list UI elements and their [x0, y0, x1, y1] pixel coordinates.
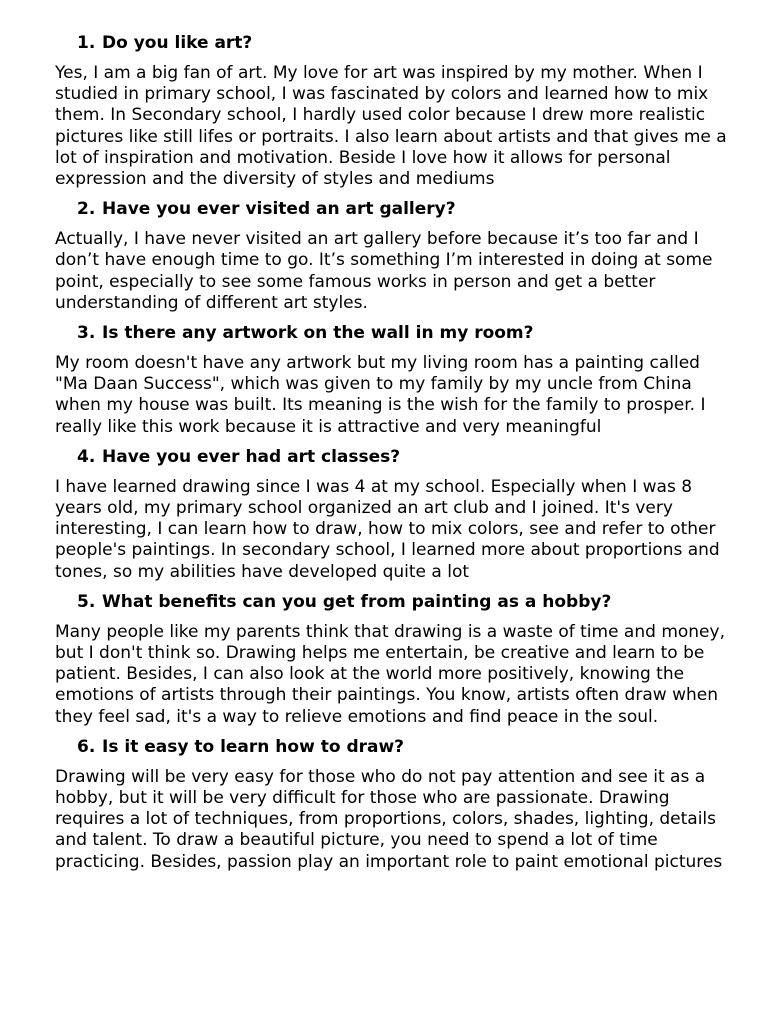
qa-item-5	[55, 592, 728, 728]
question-heading	[55, 199, 728, 220]
answer-paragraph: Drawing will be very easy for those who do not pay attention and see it as a hobby, but it will be very difficult for those who are passionate. Drawing requires a lot of techniques, from proportions, colors, shades, lighting, details and talent. To draw a beautiful picture, you need to spend a lot of time practicing. Besides, passion play an important role to paint emotional pictures	[55, 766, 723, 872]
question-heading	[55, 323, 728, 344]
question-number: 5.	[77, 591, 96, 612]
qa-item-3	[55, 323, 728, 438]
answer-paragraph: Yes, I am a big fan of art. My love for art was inspired by my mother. When I studied in primary school, I was fascinated by colors and learned how to mix them. In Secondary school, I hardly used color because I drew more realistic pictures like still lifes or portraits. I also learn about artists and that gives me a lot of inspiration and motivation. Beside I love how it allows for personal expression and the diversity of styles and mediums	[55, 63, 727, 190]
question-text: Have you ever visited an art gallery?	[102, 199, 456, 220]
answer-paragraph: Many people like my parents think that drawing is a waste of time and money, but I don't think so. Drawing helps me entertain, be creative and learn to be patient. Besides, I can also look at the world more positively, knowing the emotions of artists through their paintings. You know, artists often draw when they feel sad, it's a way to relieve emotions and find peace in the soul.	[55, 621, 725, 727]
answer-paragraph: Actually, I have never visited an art gallery before because it’s too far and I don’t have enough time to go. It’s something I’m interested in doing at some point, especially to see some famous works in person and get a better understanding of different art styles.	[55, 229, 713, 313]
question-number: 2.	[77, 199, 96, 220]
answer-paragraph: I have learned drawing since I was 4 at my school. Especially when I was 8 years old, my primary school organized an art club and I joined. It's very interesting, I can learn how to draw, how to mix colors, see and refer to other people's paintings. In secondary school, I learned more about proportions and tones, so my abilities have developed quite a lot	[55, 476, 720, 582]
question-text: Have you ever had art classes?	[102, 446, 401, 467]
question-text: Is there any artwork on the wall in my room?	[102, 323, 534, 344]
qa-item-1	[55, 33, 728, 190]
question-number: 3.	[77, 323, 96, 344]
question-text: What benefits can you get from painting as a hobby?	[102, 591, 612, 612]
qa-item-6	[55, 737, 728, 873]
question-heading	[55, 447, 728, 468]
question-heading	[55, 592, 728, 613]
question-heading	[55, 33, 728, 54]
question-number: 1.	[77, 33, 96, 53]
qa-item-4	[55, 447, 728, 583]
question-text: Do you like art?	[102, 33, 253, 53]
qa-item-2	[55, 199, 728, 314]
question-text: Is it easy to learn how to draw?	[102, 736, 405, 757]
question-number: 6.	[77, 736, 96, 757]
question-number: 4.	[77, 446, 96, 467]
answer-paragraph: My room doesn't have any artwork but my living room has a painting called "Ma Daan Success", which was given to my family by my uncle from China when my house was built. Its meaning is the wish for the family to prosper. I really like this work because it is attractive and very meaningful	[55, 353, 706, 437]
question-heading	[55, 737, 728, 758]
